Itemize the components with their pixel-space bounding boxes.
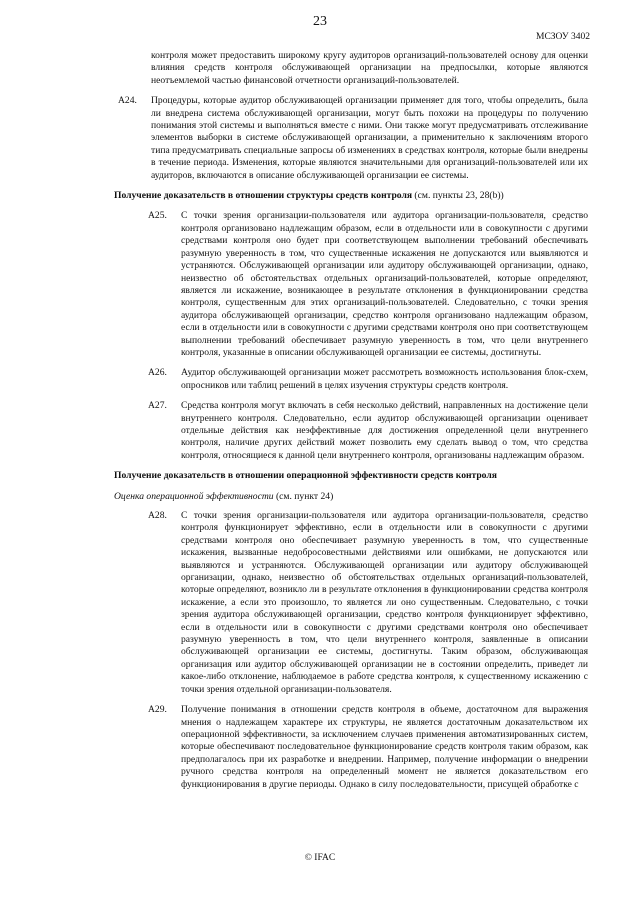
- paragraph-number: A25.: [148, 210, 167, 222]
- heading-ref: (см. пункты 23, 28(b)): [412, 190, 504, 202]
- paragraph-a25: [148, 210, 588, 359]
- paragraph-number: A28.: [148, 510, 167, 521]
- paragraph-text: Процедуры, которые аудитор обслуживающей организации применяет для того, чтобы определить, была ли внедрена система обслуживающей организации, могут быть похожи на процедуры по получению понимания этой системы и выполняться вместе с ними. Они также могут предусматривать отслеживание элементов выборки в системе обслуживающей организации, а применительно к заключениям второго типа предусматривать специальные запросы об изменениях в средствах контроля, которые были внедрены в течение периода. Изменения, которые являются значительными для организаций-пользователей или их аудиторов, включаются в описание обслуживающей организации ее системы.: [151, 95, 588, 181]
- paragraph-text: Средства контроля могут включать в себя несколько действий, направленных на достижение цели внутреннего контроля. Следовательно, если аудитор обслуживающей организации оценивает отдельные действия как неэффективные для достижения определенной цели внутреннего контроля, наличие других действий может позволить ему сделать вывод о том, что средства контроля, относящиеся к данной цели внутреннего контроля, организованы надлежащим образом.: [181, 400, 588, 461]
- paragraph-a24: [118, 95, 588, 182]
- continuation-paragraph: контроля может предоставить широкому кругу аудиторов организаций-пользователей основу для оценки влияния средств контроля обслуживающей организации на предпосылки, которые являются неотъемлемой частью финансовой отчетности организаций-пользователей.: [151, 50, 588, 86]
- paragraph-a28: [148, 510, 588, 696]
- subheading-operational-assessment: [114, 491, 588, 503]
- paragraph-a29: [148, 704, 588, 791]
- paragraph-number: A24.: [118, 95, 137, 107]
- standard-code: МСЗОУ 3402: [536, 32, 590, 42]
- paragraph-a26: [148, 367, 588, 392]
- paragraph-text: Получение понимания в отношении средств контроля в объеме, достаточном для выражения мнения о надлежащем характере их структуры, не является достаточным доказательством их операционной эффективности, за исключением случаев применения автоматизированных систем, которые обеспечивают последовательное функционирование средств контроля таким образом, как предполагалось при их разработке и внедрении. Например, получение информации о внедрении ручного средства контроля на определенный момент не является доказательством его функционирования в другие периоды. Однако в силу последовательности, присущей обработке с: [181, 704, 588, 790]
- paragraph-text: С точки зрения организации-пользователя или аудитора организации-пользователя, средство контроля функционирует эффективно, если в отдельности или в совокупности с другими средствами контроля оно обеспечивает разумную уверенность в том, что существенные искажения, вызванные недобросовестными действиями или ошибками, не допускаются или выявляются и устраняются. Обслуживающей организации или аудитору обслуживающей организации, однако, неизвестно об обстоятельствах отдельных организаций-пользователей, которые определяют, возникло ли в результате отклонения в функционировании средства контроля искажение, а если это произошло, то является ли оно существенным. Следовательно, с точки зрения аудитора обслуживающей организации, средство контроля функционирует эффективно, если в отдельности или в совокупности с другими средствами контроля оно обеспечивает разумную уверенность в том, что цели внутреннего контроля, заявленные в описании обслуживающей организации ее системы, достигнуты. Таким образом, обслуживающая организация или аудитор обслуживающей организации не в состоянии определить, приведет ли какое-либо отклонение, наблюдаемое в работе средства контроля, к существенному искажению с точки зрения отдельной организации-пользователя.: [181, 510, 588, 695]
- footer-copyright: © IFAC: [304, 853, 336, 863]
- paragraph-number: A29.: [148, 704, 167, 716]
- page-number: 23: [313, 14, 327, 29]
- heading-bold-text: Получение доказательств в отношении структуры средств контроля: [114, 190, 413, 202]
- page-content: [114, 50, 588, 799]
- paragraph-a27: [148, 400, 588, 462]
- paragraph-text: Аудитор обслуживающей организации может рассмотреть возможность использования блок-схем, опросников или таблиц решений в целях изучения структуры средств контроля.: [181, 367, 588, 391]
- paragraph-number: A27.: [148, 400, 167, 412]
- paragraph-text: С точки зрения организации-пользователя или аудитора организации-пользователя, средство контроля организовано надлежащим образом, если в отдельности или в совокупности с другими средствами контроля оно будет при соответствующем выполнении требований обеспечивать разумную уверенность в том, что существенные искажения не допускаются или выявляются и устраняются. Обслуживающей организации или аудитору обслуживающей организации, однако, неизвестно об обстоятельствах отдельных организаций-пользователей, которые определяют, является ли искажение, возникающее в результате отклонения в функционировании средства контроля, существенным для этих организаций-пользователей. Следовательно, с точки зрения аудитора обслуживающей организации, средство контроля организовано надлежащим образом, если в отдельности или в совокупности с другими средствами контроля оно при соответствующем выполнении требований обеспечивает разумную уверенность в том, что цели внутреннего контроля, указанные в описании обслуживающей организации ее системы, достигнуты.: [181, 210, 588, 358]
- heading-bold-text: Получение доказательств в отношении операционной эффективности средств контроля: [114, 470, 497, 482]
- section-heading-structure: [114, 190, 588, 202]
- subheading-italic-text: Оценка операционной эффективности: [114, 490, 274, 502]
- paragraph-number: A26.: [148, 367, 167, 379]
- section-heading-operational: [114, 470, 588, 482]
- subheading-ref: (см. пункт 24): [273, 490, 334, 502]
